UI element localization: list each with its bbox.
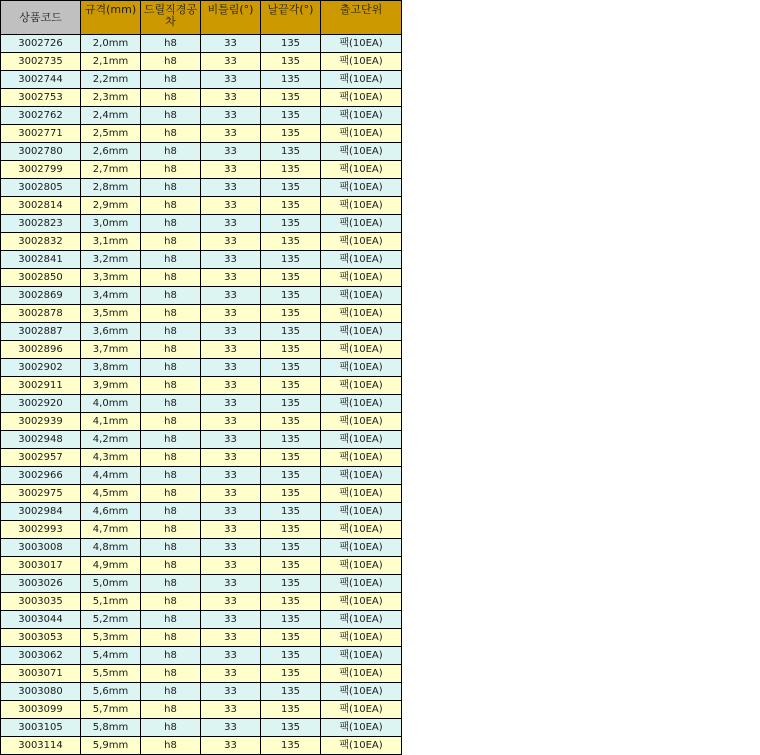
cell-twist-angle: 33 (201, 53, 261, 71)
cell-tolerance: h8 (141, 323, 201, 341)
cell-point-angle: 135 (261, 611, 321, 629)
cell-shipping-unit: 팩(10EA) (321, 143, 402, 161)
cell-shipping-unit: 팩(10EA) (321, 251, 402, 269)
cell-twist-angle: 33 (201, 413, 261, 431)
cell-twist-angle: 33 (201, 575, 261, 593)
cell-product-code: 3002799 (1, 161, 81, 179)
cell-tolerance: h8 (141, 143, 201, 161)
cell-shipping-unit: 팩(10EA) (321, 287, 402, 305)
cell-tolerance: h8 (141, 395, 201, 413)
cell-product-code: 3002920 (1, 395, 81, 413)
cell-point-angle: 135 (261, 323, 321, 341)
cell-shipping-unit: 팩(10EA) (321, 359, 402, 377)
cell-size: 4,3mm (81, 449, 141, 467)
cell-twist-angle: 33 (201, 377, 261, 395)
cell-shipping-unit: 팩(10EA) (321, 467, 402, 485)
cell-product-code: 3003017 (1, 557, 81, 575)
cell-product-code: 3002878 (1, 305, 81, 323)
cell-twist-angle: 33 (201, 125, 261, 143)
cell-twist-angle: 33 (201, 71, 261, 89)
cell-product-code: 3002975 (1, 485, 81, 503)
cell-tolerance: h8 (141, 593, 201, 611)
cell-product-code: 3002780 (1, 143, 81, 161)
cell-point-angle: 135 (261, 647, 321, 665)
cell-point-angle: 135 (261, 449, 321, 467)
cell-tolerance: h8 (141, 575, 201, 593)
cell-product-code: 3002771 (1, 125, 81, 143)
cell-twist-angle: 33 (201, 341, 261, 359)
cell-point-angle: 135 (261, 359, 321, 377)
cell-product-code: 3002841 (1, 251, 81, 269)
cell-product-code: 3002832 (1, 233, 81, 251)
cell-size: 4,2mm (81, 431, 141, 449)
cell-product-code: 3002896 (1, 341, 81, 359)
cell-shipping-unit: 팩(10EA) (321, 575, 402, 593)
cell-shipping-unit: 팩(10EA) (321, 161, 402, 179)
cell-size: 5,0mm (81, 575, 141, 593)
cell-product-code: 3003053 (1, 629, 81, 647)
cell-product-code: 3002814 (1, 197, 81, 215)
cell-product-code: 3003071 (1, 665, 81, 683)
cell-point-angle: 135 (261, 719, 321, 737)
cell-shipping-unit: 팩(10EA) (321, 53, 402, 71)
cell-twist-angle: 33 (201, 233, 261, 251)
table-row (1, 377, 402, 395)
cell-point-angle: 135 (261, 53, 321, 71)
table-row (1, 287, 402, 305)
cell-twist-angle: 33 (201, 485, 261, 503)
cell-size: 2,5mm (81, 125, 141, 143)
cell-product-code: 3002762 (1, 107, 81, 125)
cell-product-code: 3003114 (1, 737, 81, 755)
cell-size: 2,0mm (81, 35, 141, 53)
cell-tolerance: h8 (141, 503, 201, 521)
table-row (1, 521, 402, 539)
cell-size: 2,9mm (81, 197, 141, 215)
header-tolerance-line2: 차 (165, 15, 176, 28)
cell-size: 5,1mm (81, 593, 141, 611)
cell-twist-angle: 33 (201, 701, 261, 719)
cell-tolerance: h8 (141, 647, 201, 665)
cell-twist-angle: 33 (201, 143, 261, 161)
cell-twist-angle: 33 (201, 395, 261, 413)
table-row (1, 611, 402, 629)
cell-size: 3,5mm (81, 305, 141, 323)
cell-twist-angle: 33 (201, 467, 261, 485)
cell-point-angle: 135 (261, 539, 321, 557)
cell-tolerance: h8 (141, 197, 201, 215)
cell-point-angle: 135 (261, 701, 321, 719)
cell-shipping-unit: 팩(10EA) (321, 683, 402, 701)
cell-twist-angle: 33 (201, 305, 261, 323)
cell-point-angle: 135 (261, 737, 321, 755)
cell-point-angle: 135 (261, 197, 321, 215)
table-row (1, 89, 402, 107)
cell-product-code: 3002753 (1, 89, 81, 107)
cell-product-code: 3002887 (1, 323, 81, 341)
table-row (1, 539, 402, 557)
table-row (1, 503, 402, 521)
cell-size: 5,7mm (81, 701, 141, 719)
cell-twist-angle: 33 (201, 557, 261, 575)
cell-tolerance: h8 (141, 737, 201, 755)
cell-shipping-unit: 팩(10EA) (321, 305, 402, 323)
cell-tolerance: h8 (141, 467, 201, 485)
cell-shipping-unit: 팩(10EA) (321, 269, 402, 287)
cell-point-angle: 135 (261, 269, 321, 287)
cell-twist-angle: 33 (201, 629, 261, 647)
cell-size: 2,3mm (81, 89, 141, 107)
cell-tolerance: h8 (141, 521, 201, 539)
cell-size: 5,3mm (81, 629, 141, 647)
cell-twist-angle: 33 (201, 719, 261, 737)
cell-point-angle: 135 (261, 251, 321, 269)
header-size: 규격(mm) (81, 1, 141, 35)
header-drill-diameter-tolerance (141, 1, 201, 35)
cell-tolerance: h8 (141, 269, 201, 287)
table-row (1, 197, 402, 215)
cell-tolerance: h8 (141, 215, 201, 233)
cell-point-angle: 135 (261, 125, 321, 143)
table-row (1, 575, 402, 593)
cell-size: 3,2mm (81, 251, 141, 269)
table-row (1, 233, 402, 251)
cell-twist-angle: 33 (201, 197, 261, 215)
table-row (1, 359, 402, 377)
table-row (1, 467, 402, 485)
cell-product-code: 3003105 (1, 719, 81, 737)
header-shipping-unit: 출고단위 (321, 1, 402, 35)
table-row (1, 593, 402, 611)
table-row (1, 107, 402, 125)
cell-twist-angle: 33 (201, 35, 261, 53)
cell-twist-angle: 33 (201, 179, 261, 197)
cell-point-angle: 135 (261, 107, 321, 125)
cell-tolerance: h8 (141, 251, 201, 269)
cell-product-code: 3002939 (1, 413, 81, 431)
cell-size: 3,4mm (81, 287, 141, 305)
cell-size: 5,9mm (81, 737, 141, 755)
cell-tolerance: h8 (141, 485, 201, 503)
cell-size: 3,1mm (81, 233, 141, 251)
cell-tolerance: h8 (141, 701, 201, 719)
cell-twist-angle: 33 (201, 107, 261, 125)
cell-tolerance: h8 (141, 125, 201, 143)
cell-shipping-unit: 팩(10EA) (321, 485, 402, 503)
cell-tolerance: h8 (141, 107, 201, 125)
cell-shipping-unit: 팩(10EA) (321, 395, 402, 413)
cell-tolerance: h8 (141, 359, 201, 377)
cell-point-angle: 135 (261, 521, 321, 539)
cell-tolerance: h8 (141, 341, 201, 359)
cell-point-angle: 135 (261, 89, 321, 107)
header-twist-angle: 비틀림(°) (201, 1, 261, 35)
cell-product-code: 3002805 (1, 179, 81, 197)
cell-product-code: 3002726 (1, 35, 81, 53)
cell-shipping-unit: 팩(10EA) (321, 197, 402, 215)
cell-size: 4,9mm (81, 557, 141, 575)
table-header (1, 1, 402, 35)
cell-twist-angle: 33 (201, 359, 261, 377)
cell-point-angle: 135 (261, 431, 321, 449)
cell-size: 3,0mm (81, 215, 141, 233)
table-row (1, 71, 402, 89)
cell-shipping-unit: 팩(10EA) (321, 431, 402, 449)
cell-tolerance: h8 (141, 233, 201, 251)
cell-point-angle: 135 (261, 683, 321, 701)
cell-tolerance: h8 (141, 89, 201, 107)
cell-size: 4,4mm (81, 467, 141, 485)
header-tolerance-line1: 드릴직경공 (143, 3, 198, 16)
cell-twist-angle: 33 (201, 737, 261, 755)
cell-point-angle: 135 (261, 413, 321, 431)
cell-twist-angle: 33 (201, 503, 261, 521)
cell-shipping-unit: 팩(10EA) (321, 35, 402, 53)
cell-size: 5,8mm (81, 719, 141, 737)
cell-point-angle: 135 (261, 575, 321, 593)
cell-tolerance: h8 (141, 161, 201, 179)
cell-shipping-unit: 팩(10EA) (321, 233, 402, 251)
cell-twist-angle: 33 (201, 431, 261, 449)
cell-tolerance: h8 (141, 305, 201, 323)
cell-shipping-unit: 팩(10EA) (321, 71, 402, 89)
cell-tolerance: h8 (141, 629, 201, 647)
cell-product-code: 3003044 (1, 611, 81, 629)
cell-point-angle: 135 (261, 485, 321, 503)
cell-shipping-unit: 팩(10EA) (321, 629, 402, 647)
cell-shipping-unit: 팩(10EA) (321, 701, 402, 719)
table-row (1, 53, 402, 71)
header-point-angle: 날끝각(°) (261, 1, 321, 35)
cell-tolerance: h8 (141, 449, 201, 467)
table-row (1, 647, 402, 665)
cell-product-code: 3003099 (1, 701, 81, 719)
cell-point-angle: 135 (261, 377, 321, 395)
cell-size: 4,6mm (81, 503, 141, 521)
cell-size: 2,4mm (81, 107, 141, 125)
cell-twist-angle: 33 (201, 449, 261, 467)
cell-point-angle: 135 (261, 503, 321, 521)
cell-product-code: 3002823 (1, 215, 81, 233)
cell-size: 4,0mm (81, 395, 141, 413)
cell-twist-angle: 33 (201, 593, 261, 611)
cell-size: 3,7mm (81, 341, 141, 359)
cell-twist-angle: 33 (201, 323, 261, 341)
cell-product-code: 3003062 (1, 647, 81, 665)
cell-size: 3,6mm (81, 323, 141, 341)
cell-product-code: 3002957 (1, 449, 81, 467)
cell-product-code: 3002735 (1, 53, 81, 71)
cell-shipping-unit: 팩(10EA) (321, 719, 402, 737)
cell-twist-angle: 33 (201, 539, 261, 557)
cell-tolerance: h8 (141, 683, 201, 701)
cell-point-angle: 135 (261, 233, 321, 251)
table-row (1, 413, 402, 431)
cell-shipping-unit: 팩(10EA) (321, 413, 402, 431)
cell-twist-angle: 33 (201, 683, 261, 701)
cell-shipping-unit: 팩(10EA) (321, 215, 402, 233)
cell-shipping-unit: 팩(10EA) (321, 593, 402, 611)
cell-tolerance: h8 (141, 557, 201, 575)
cell-twist-angle: 33 (201, 287, 261, 305)
cell-product-code: 3002911 (1, 377, 81, 395)
cell-point-angle: 135 (261, 179, 321, 197)
table-body (1, 35, 402, 755)
cell-size: 4,7mm (81, 521, 141, 539)
table-row (1, 449, 402, 467)
cell-tolerance: h8 (141, 179, 201, 197)
cell-tolerance: h8 (141, 665, 201, 683)
table-row (1, 125, 402, 143)
table-row (1, 305, 402, 323)
cell-twist-angle: 33 (201, 215, 261, 233)
table-row (1, 683, 402, 701)
cell-size: 5,2mm (81, 611, 141, 629)
cell-point-angle: 135 (261, 143, 321, 161)
header-product-code: 상품코드 (1, 1, 81, 35)
cell-tolerance: h8 (141, 719, 201, 737)
cell-tolerance: h8 (141, 287, 201, 305)
cell-size: 3,9mm (81, 377, 141, 395)
cell-shipping-unit: 팩(10EA) (321, 521, 402, 539)
table-row (1, 737, 402, 755)
cell-shipping-unit: 팩(10EA) (321, 341, 402, 359)
cell-size: 5,6mm (81, 683, 141, 701)
table-row (1, 251, 402, 269)
table-row (1, 35, 402, 53)
cell-size: 2,1mm (81, 53, 141, 71)
cell-shipping-unit: 팩(10EA) (321, 323, 402, 341)
cell-shipping-unit: 팩(10EA) (321, 557, 402, 575)
cell-product-code: 3002948 (1, 431, 81, 449)
cell-tolerance: h8 (141, 413, 201, 431)
table-row (1, 395, 402, 413)
table-row (1, 341, 402, 359)
cell-point-angle: 135 (261, 665, 321, 683)
cell-size: 2,7mm (81, 161, 141, 179)
cell-product-code: 3003008 (1, 539, 81, 557)
cell-twist-angle: 33 (201, 251, 261, 269)
cell-point-angle: 135 (261, 287, 321, 305)
table-row (1, 629, 402, 647)
cell-point-angle: 135 (261, 557, 321, 575)
cell-shipping-unit: 팩(10EA) (321, 503, 402, 521)
table-row (1, 719, 402, 737)
table-row (1, 143, 402, 161)
cell-point-angle: 135 (261, 341, 321, 359)
cell-point-angle: 135 (261, 395, 321, 413)
table-row (1, 323, 402, 341)
cell-tolerance: h8 (141, 35, 201, 53)
cell-twist-angle: 33 (201, 161, 261, 179)
cell-size: 4,5mm (81, 485, 141, 503)
cell-shipping-unit: 팩(10EA) (321, 647, 402, 665)
cell-product-code: 3002966 (1, 467, 81, 485)
cell-size: 2,2mm (81, 71, 141, 89)
table-row (1, 269, 402, 287)
cell-size: 5,4mm (81, 647, 141, 665)
cell-shipping-unit: 팩(10EA) (321, 107, 402, 125)
cell-tolerance: h8 (141, 53, 201, 71)
cell-tolerance: h8 (141, 539, 201, 557)
table-row (1, 161, 402, 179)
cell-product-code: 3003026 (1, 575, 81, 593)
cell-twist-angle: 33 (201, 89, 261, 107)
cell-point-angle: 135 (261, 467, 321, 485)
cell-tolerance: h8 (141, 377, 201, 395)
cell-tolerance: h8 (141, 611, 201, 629)
cell-shipping-unit: 팩(10EA) (321, 665, 402, 683)
cell-size: 3,3mm (81, 269, 141, 287)
cell-size: 2,6mm (81, 143, 141, 161)
cell-shipping-unit: 팩(10EA) (321, 89, 402, 107)
cell-shipping-unit: 팩(10EA) (321, 611, 402, 629)
cell-product-code: 3002984 (1, 503, 81, 521)
table-row (1, 665, 402, 683)
cell-size: 5,5mm (81, 665, 141, 683)
cell-tolerance: h8 (141, 431, 201, 449)
table-row (1, 431, 402, 449)
table-row (1, 485, 402, 503)
cell-twist-angle: 33 (201, 521, 261, 539)
table-row (1, 557, 402, 575)
cell-product-code: 3002869 (1, 287, 81, 305)
cell-twist-angle: 33 (201, 647, 261, 665)
cell-product-code: 3003035 (1, 593, 81, 611)
cell-point-angle: 135 (261, 161, 321, 179)
table-row (1, 701, 402, 719)
cell-point-angle: 135 (261, 35, 321, 53)
cell-size: 3,8mm (81, 359, 141, 377)
table-row (1, 215, 402, 233)
cell-twist-angle: 33 (201, 611, 261, 629)
cell-product-code: 3002993 (1, 521, 81, 539)
cell-point-angle: 135 (261, 629, 321, 647)
cell-shipping-unit: 팩(10EA) (321, 377, 402, 395)
header-row (1, 1, 402, 35)
cell-twist-angle: 33 (201, 269, 261, 287)
cell-point-angle: 135 (261, 593, 321, 611)
cell-tolerance: h8 (141, 71, 201, 89)
cell-shipping-unit: 팩(10EA) (321, 125, 402, 143)
table-row (1, 179, 402, 197)
cell-point-angle: 135 (261, 305, 321, 323)
cell-product-code: 3002850 (1, 269, 81, 287)
cell-product-code: 3003080 (1, 683, 81, 701)
cell-size: 4,8mm (81, 539, 141, 557)
cell-shipping-unit: 팩(10EA) (321, 737, 402, 755)
cell-size: 4,1mm (81, 413, 141, 431)
cell-size: 2,8mm (81, 179, 141, 197)
cell-shipping-unit: 팩(10EA) (321, 449, 402, 467)
cell-product-code: 3002902 (1, 359, 81, 377)
cell-shipping-unit: 팩(10EA) (321, 539, 402, 557)
cell-shipping-unit: 팩(10EA) (321, 179, 402, 197)
cell-twist-angle: 33 (201, 665, 261, 683)
cell-point-angle: 135 (261, 215, 321, 233)
cell-product-code: 3002744 (1, 71, 81, 89)
cell-point-angle: 135 (261, 71, 321, 89)
